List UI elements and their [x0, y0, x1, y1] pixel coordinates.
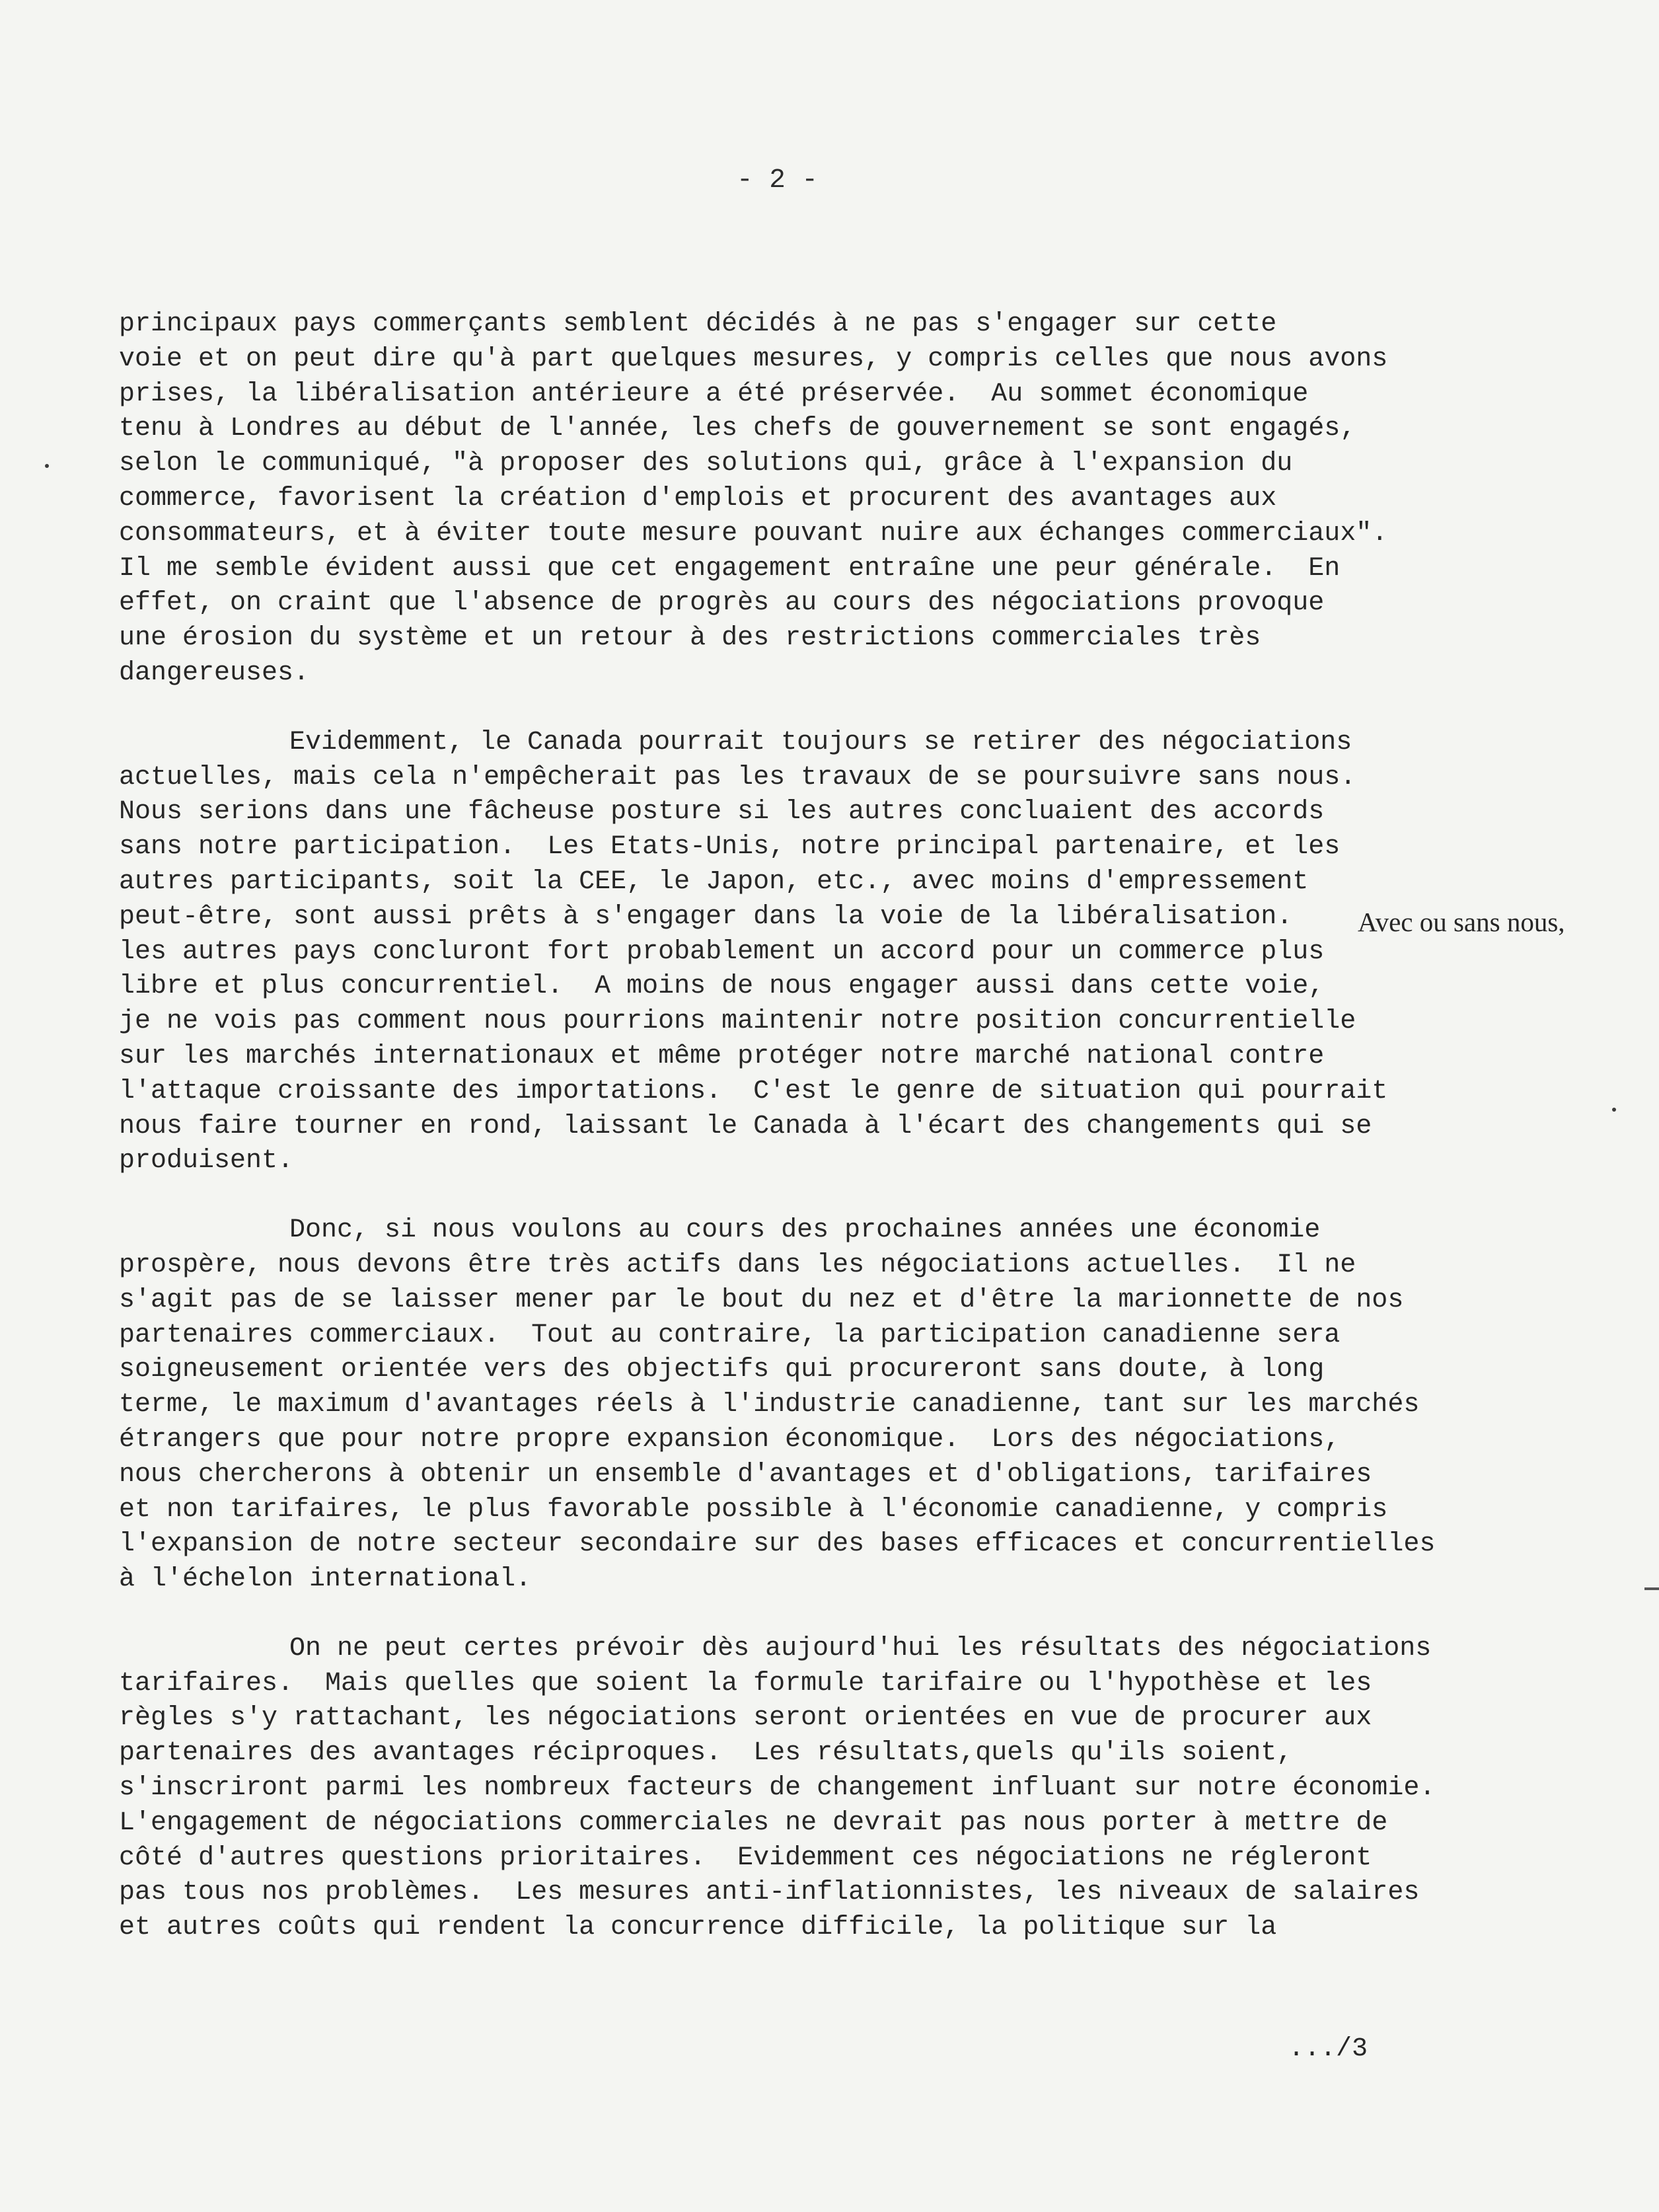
text-line: prospère, nous devons être très actifs dans les négociations actuelles. Il ne — [119, 1250, 1356, 1280]
text-line: nous faire tourner en rond, laissant le Canada à l'écart des changements qui se — [119, 1111, 1372, 1141]
text-line: une érosion du système et un retour à des restrictions commerciales très — [119, 623, 1261, 654]
text-line: peut-être, sont aussi prêts à s'engager dans la voie de la libéralisation. — [119, 901, 1293, 932]
text-line: dangereuses. — [119, 658, 310, 688]
text-line: à l'échelon international. — [119, 1564, 532, 1595]
text-line: L'engagement de négociations commerciales ne devrait pas nous porter à mettre de — [119, 1808, 1388, 1838]
text-line: et non tarifaires, le plus favorable possible à l'économie canadienne, y compris — [119, 1494, 1388, 1525]
stray-dot-mark — [45, 464, 49, 468]
text-line: côté d'autres questions prioritaires. Evidemment ces négociations ne régleront — [119, 1843, 1372, 1873]
text-line: Evidemment, le Canada pourrait toujours se retirer des négociations — [289, 727, 1352, 757]
text-line: voie et on peut dire qu'à part quelques mesures, y compris celles que nous avons — [119, 344, 1388, 374]
text-line: produisent. — [119, 1146, 294, 1176]
text-line: tenu à Londres au début de l'année, les chefs de gouvernement se sont engagés, — [119, 414, 1356, 444]
text-line: s'agit pas de se laisser mener par le bout du nez et d'être la marionnette de nos — [119, 1285, 1404, 1315]
text-line: Nous serions dans une fâcheuse posture si les autres concluaient des accords — [119, 797, 1325, 827]
text-line: pas tous nos problèmes. Les mesures anti-inflationnistes, les niveaux de salaires — [119, 1878, 1420, 1908]
text-line: prises, la libéralisation antérieure a été préservée. Au sommet économique — [119, 379, 1309, 409]
paragraph-4 — [119, 1632, 1639, 1946]
text-line: l'expansion de notre secteur secondaire sur des bases efficaces et concurrentielles — [119, 1529, 1436, 1560]
text-line: effet, on craint que l'absence de progrès au cours des négociations provoque — [119, 588, 1325, 619]
text-line: l'attaque croissante des importations. C'est le genre de situation qui pourrait — [119, 1076, 1388, 1106]
text-line: règles s'y rattachant, les négociations seront orientées en vue de procurer aux — [119, 1703, 1372, 1734]
stray-dot-mark — [1612, 1108, 1616, 1112]
text-line: terme, le maximum d'avantages réels à l'industrie canadienne, tant sur les marchés — [119, 1390, 1420, 1420]
text-line: je ne vois pas comment nous pourrions maintenir notre position concurrentielle — [119, 1007, 1356, 1037]
body-text — [119, 307, 1639, 1946]
text-line: selon le communiqué, "à proposer des solutions qui, grâce à l'expansion du — [119, 449, 1293, 479]
paragraph-2 — [119, 726, 1639, 1179]
text-line: s'inscriront parmi les nombreux facteurs de changement influant sur notre économie. — [119, 1773, 1436, 1804]
text-line: actuelles, mais cela n'empêcherait pas les travaux de se poursuivre sans nous. — [119, 762, 1356, 792]
text-line: nous chercherons à obtenir un ensemble d'avantages et d'obligations, tarifaires — [119, 1459, 1372, 1490]
text-line: les autres pays concluront fort probablement un accord pour un commerce plus — [119, 936, 1325, 967]
text-line: partenaires des avantages réciproques. Les résultats,quels qu'ils soient, — [119, 1738, 1293, 1769]
text-line: étrangers que pour notre propre expansion économique. Lors des négociations, — [119, 1424, 1341, 1455]
text-line: autres participants, soit la CEE, le Japon, etc., avec moins d'empressement — [119, 866, 1309, 897]
text-line: tarifaires. Mais quelles que soient la formule tarifaire ou l'hypothèse et les — [119, 1668, 1372, 1698]
paragraph-1 — [119, 307, 1639, 691]
text-line: principaux pays commerçants semblent décidés à ne pas s'engager sur cette — [119, 309, 1277, 339]
text-line: On ne peut certes prévoir dès aujourd'hui les résultats des négociations — [289, 1633, 1432, 1663]
text-line: Donc, si nous voulons au cours des prochaines années une économie — [289, 1215, 1321, 1246]
text-line: sans notre participation. Les Etats-Unis, notre principal partenaire, et les — [119, 832, 1341, 862]
continuation-marker: .../3 — [1288, 2034, 1368, 2064]
handwritten-insertion: Avec ou sans nous, — [1358, 907, 1565, 937]
edge-tick-mark — [1644, 1587, 1659, 1590]
text-line: soigneusement orientée vers des objectifs qui procureront sans doute, à long — [119, 1355, 1325, 1385]
text-line: Il me semble évident aussi que cet engagement entraîne une peur générale. En — [119, 553, 1341, 584]
text-line: consommateurs, et à éviter toute mesure pouvant nuire aux échanges commerciaux". — [119, 518, 1388, 549]
text-line: et autres coûts qui rendent la concurrence difficile, la politique sur la — [119, 1913, 1277, 1943]
paragraph-3 — [119, 1213, 1639, 1597]
page-number: - 2 - — [737, 165, 819, 196]
text-line: libre et plus concurrentiel. A moins de nous engager aussi dans cette voie, — [119, 972, 1325, 1002]
text-line: commerce, favorisent la création d'emplois et procurent des avantages aux — [119, 483, 1277, 514]
text-line: partenaires commerciaux. Tout au contraire, la participation canadienne sera — [119, 1320, 1341, 1350]
text-line: sur les marchés internationaux et même protéger notre marché national contre — [119, 1041, 1325, 1071]
